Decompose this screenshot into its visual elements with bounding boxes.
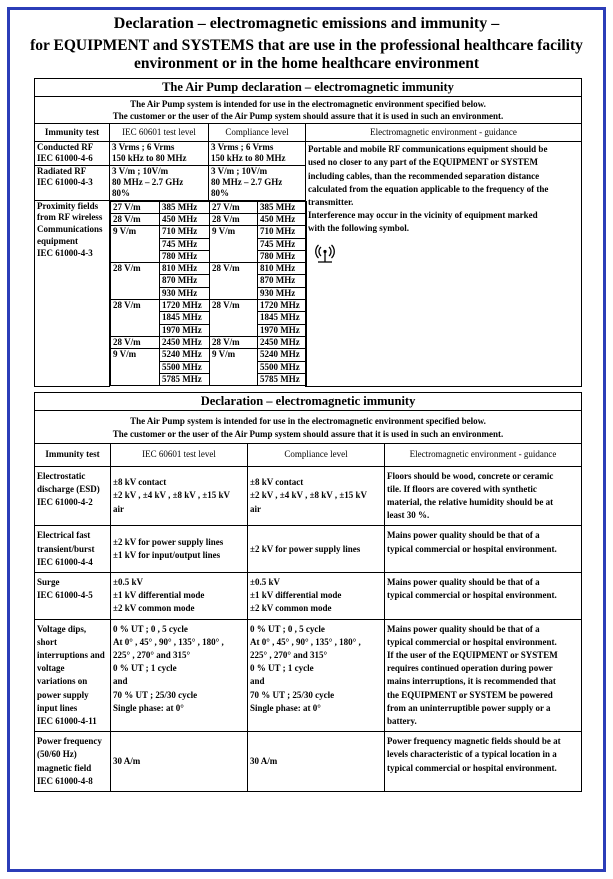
proximity-compliance-level: 28 V/m	[210, 213, 258, 225]
table2-intro-line1: The Air Pump system is intended for use in the electromagnetic environment specified below.	[130, 416, 486, 427]
table1-title: The Air Pump declaration – electromagnetic immunity	[35, 79, 582, 97]
proximity-frequency: 870 MHz	[160, 275, 210, 287]
table-row	[35, 142, 582, 166]
rf-immunity-table	[34, 78, 582, 387]
radiated-compliance: 3 V/m ; 10V/m 80 MHz – 2.7 GHz 80%	[209, 165, 306, 200]
conducted-test: Conducted RF IEC 61000-4-6	[35, 142, 110, 166]
proximity-compliance-frequency: 780 MHz	[258, 250, 307, 262]
proximity-row	[111, 300, 307, 312]
immunity-compliance-cell	[248, 573, 385, 620]
immunity-compliance-cell	[248, 732, 385, 792]
table2-header-test: Immunity test	[35, 444, 111, 466]
table1-header-test: Immunity test	[35, 123, 110, 141]
cell-line: ±1 kV differential mode	[113, 590, 205, 601]
proximity-row	[111, 201, 307, 213]
cell-line: from an uninterruptible power supply or a	[387, 702, 551, 713]
conducted-compliance: 3 Vrms ; 6 Vrms 150 kHz to 80 MHz	[209, 142, 306, 166]
immunity-level-cell	[111, 466, 248, 526]
immunity-guidance-cell	[385, 732, 582, 792]
immunity-guidance-cell	[385, 466, 582, 526]
cell-line: ±1 kV differential mode	[250, 590, 342, 601]
proximity-frequency: 450 MHz	[160, 213, 210, 225]
proximity-compliance-level: 9 V/m	[210, 349, 258, 386]
cell-line: At 0° , 45° , 90° , 135° , 180° ,	[250, 636, 361, 647]
proximity-compliance-level: 27 V/m	[210, 201, 258, 213]
cell-line: and	[113, 676, 128, 687]
proximity-compliance-frequency: 5240 MHz	[258, 349, 307, 361]
proximity-level: 27 V/m	[111, 201, 160, 213]
cell-line: magnetic field	[37, 762, 92, 773]
cell-line: If the user of the EQUIPMENT or SYSTEM	[387, 650, 558, 661]
immunity-test-cell	[35, 619, 111, 732]
cell-line: ±0.5 kV	[250, 577, 280, 588]
proximity-compliance-frequency: 810 MHz	[258, 263, 307, 275]
proximity-test: Proximity fields from RF wireless Communications equipment IEC 61000-4-3	[35, 200, 110, 386]
rf-guidance: Portable and mobile RF communications equipment should be used no closer to any part of the EQUIPMENT or SYSTEM including cables, than the recommended separation distance calculated from the equation applicable to the frequency of the transmitter. Interference may occur in the vicinity of equipment marked with the following symbol.	[306, 142, 582, 386]
proximity-compliance-level: 9 V/m	[210, 226, 258, 263]
cell-line: typical commercial or hospital environment.	[387, 636, 557, 647]
proximity-level: 28 V/m	[111, 300, 160, 337]
proximity-compliance-frequency: 450 MHz	[258, 213, 307, 225]
cell-line: typical commercial or hospital environment.	[387, 543, 557, 554]
proximity-compliance-frequency: 870 MHz	[258, 275, 307, 287]
proximity-grid-cell	[110, 200, 306, 386]
table1-intro-line2: The customer or the user of the Air Pump system should assure that it is used in such an environment.	[112, 110, 504, 121]
proximity-frequency: 385 MHz	[160, 201, 210, 213]
cell-line: Single phase: at 0°	[113, 702, 184, 713]
proximity-frequency: 5500 MHz	[160, 361, 210, 373]
proximity-compliance-frequency: 1845 MHz	[258, 312, 307, 324]
table1-header-compliance: Compliance level	[209, 123, 306, 141]
cell-line: air	[113, 503, 124, 514]
proximity-frequency: 745 MHz	[160, 238, 210, 250]
cell-line: ±2 kV for power supply lines	[113, 537, 224, 547]
non-ionizing-radiation-icon	[314, 242, 336, 268]
cell-line: ±1 kV for input/output lines	[113, 550, 221, 561]
page-title-line2: for EQUIPMENT and SYSTEMS that are use in the professional healthcare facility environment or in the home healthcare environment	[30, 37, 583, 72]
proximity-frequency: 810 MHz	[160, 263, 210, 275]
cell-line: At 0° , 45° , 90° , 135° , 180° ,	[113, 636, 224, 647]
cell-line: short	[37, 636, 57, 647]
proximity-frequency: 5240 MHz	[160, 349, 210, 361]
cell-line: tile. If floors are covered with synthetic	[387, 483, 537, 494]
proximity-compliance-frequency: 5500 MHz	[258, 361, 307, 373]
cell-line: 30 A/m	[113, 756, 141, 767]
immunity-test-cell	[35, 526, 111, 573]
cell-line: power supply	[37, 689, 89, 700]
cell-line: 0 % UT ; 1 cycle	[113, 663, 177, 674]
immunity-test-cell	[35, 732, 111, 792]
table1-header-level: IEC 60601 test level	[110, 123, 209, 141]
cell-line: Voltage dips,	[37, 623, 87, 634]
radiated-level: 3 V/m ; 10V/m 80 MHz – 2.7 GHz 80%	[110, 165, 209, 200]
proximity-compliance-frequency: 710 MHz	[258, 226, 307, 238]
proximity-compliance-frequency: 385 MHz	[258, 201, 307, 213]
cell-line: battery.	[387, 716, 417, 727]
table-row	[35, 526, 582, 573]
cell-line: Electrostatic	[37, 470, 86, 481]
table-row	[35, 619, 582, 732]
cell-line: Surge	[37, 577, 60, 588]
proximity-frequency: 5785 MHz	[160, 373, 210, 385]
immunity-guidance-cell	[385, 526, 582, 573]
cell-line: mains interruptions, it is recommended that	[387, 676, 556, 687]
proximity-frequency: 780 MHz	[160, 250, 210, 262]
table2-intro	[35, 411, 582, 444]
proximity-grid	[110, 201, 307, 386]
cell-line: 0 % UT ; 0 , 5 cycle	[113, 623, 188, 634]
cell-line: interruptions and	[37, 650, 105, 661]
cell-line: (50/60 Hz)	[37, 749, 77, 760]
proximity-compliance-level: 28 V/m	[210, 336, 258, 348]
cell-line: variations on	[37, 676, 88, 687]
table-row	[35, 573, 582, 620]
immunity-level-cell	[111, 573, 248, 620]
cell-line: ±0.5 kV	[113, 577, 143, 588]
page-title-line1: Declaration – electromagnetic emissions and immunity –	[113, 15, 500, 32]
proximity-compliance-frequency: 5785 MHz	[258, 373, 307, 385]
cell-line: ±2 kV common mode	[250, 603, 332, 614]
proximity-compliance-frequency: 930 MHz	[258, 287, 307, 299]
proximity-frequency: 1970 MHz	[160, 324, 210, 336]
page-header	[10, 10, 603, 73]
cell-line: 225° , 270° and 315°	[113, 650, 191, 661]
conducted-level: 3 Vrms ; 6 Vrms 150 kHz to 80 MHz	[110, 142, 209, 166]
cell-line: Power frequency	[37, 736, 102, 747]
cell-line: Power frequency magnetic fields should be at	[387, 736, 561, 747]
cell-line: Single phase: at 0°	[250, 702, 321, 713]
cell-line: air	[250, 503, 261, 514]
proximity-level: 9 V/m	[111, 349, 160, 386]
proximity-frequency: 710 MHz	[160, 226, 210, 238]
immunity-level-cell	[111, 526, 248, 573]
proximity-row	[111, 263, 307, 275]
cell-line: ±2 kV for power supply lines	[250, 543, 361, 554]
cell-line: Mains power quality should be that of a	[387, 530, 540, 541]
cell-line: and	[250, 676, 265, 687]
cell-line: voltage	[37, 663, 65, 674]
cell-line: 0 % UT ; 0 , 5 cycle	[250, 623, 325, 634]
proximity-level: 9 V/m	[111, 226, 160, 263]
cell-line: 225° , 270° and 315°	[250, 650, 328, 661]
table1-intro	[35, 97, 582, 124]
cell-line: Floors should be wood, concrete or ceramic	[387, 470, 554, 481]
table2-header-guidance: Electromagnetic environment - guidance	[385, 444, 582, 466]
proximity-level: 28 V/m	[111, 213, 160, 225]
cell-line: 30 A/m	[250, 756, 278, 767]
immunity-guidance-cell	[385, 573, 582, 620]
cell-line: ±8 kV contact	[113, 477, 167, 488]
table2-header-compliance: Compliance level	[248, 444, 385, 466]
proximity-compliance-frequency: 2450 MHz	[258, 336, 307, 348]
cell-line: IEC 61000-4-5	[37, 590, 93, 601]
proximity-frequency: 1845 MHz	[160, 312, 210, 324]
proximity-row	[111, 349, 307, 361]
immunity-level-cell	[111, 732, 248, 792]
proximity-row	[111, 226, 307, 238]
proximity-row	[111, 336, 307, 348]
cell-line: transient/burst	[37, 543, 95, 554]
cell-line: levels characteristic of a typical location in a	[387, 749, 557, 760]
cell-line: discharge (ESD)	[37, 483, 100, 494]
proximity-level: 28 V/m	[111, 263, 160, 300]
cell-line: Electrical fast	[37, 530, 91, 541]
cell-line: ±8 kV contact	[250, 477, 304, 488]
table1-intro-line1: The Air Pump system is intended for use in the electromagnetic environment specified below.	[130, 99, 486, 110]
table1-header-guidance: Electromagnetic environment - guidance	[306, 123, 582, 141]
proximity-compliance-frequency: 1970 MHz	[258, 324, 307, 336]
table2-title: Declaration – electromagnetic immunity	[35, 393, 582, 411]
table-row	[35, 466, 582, 526]
immunity-test-cell	[35, 573, 111, 620]
immunity-compliance-cell	[248, 619, 385, 732]
cell-line: ±2 kV , ±4 kV , ±8 kV , ±15 kV	[113, 490, 231, 501]
cell-line: least 30 %.	[387, 510, 430, 521]
cell-line: 70 % UT ; 25/30 cycle	[113, 689, 198, 700]
cell-line: ±2 kV common mode	[113, 603, 195, 614]
cell-line: input lines	[37, 702, 78, 713]
cell-line: Mains power quality should be that of a	[387, 577, 540, 588]
proximity-compliance-frequency: 745 MHz	[258, 238, 307, 250]
cell-line: typical commercial or hospital environment.	[387, 762, 557, 773]
immunity-test-cell	[35, 466, 111, 526]
immunity-level-cell	[111, 619, 248, 732]
table-row	[35, 732, 582, 792]
immunity-compliance-cell	[248, 526, 385, 573]
cell-line: IEC 61000-4-11	[37, 716, 97, 727]
cell-line: ±2 kV , ±4 kV , ±8 kV , ±15 kV	[250, 490, 368, 501]
proximity-compliance-frequency: 1720 MHz	[258, 300, 307, 312]
cell-line: IEC 61000-4-8	[37, 775, 93, 786]
cell-line: 70 % UT ; 25/30 cycle	[250, 689, 335, 700]
proximity-compliance-level: 28 V/m	[210, 300, 258, 337]
cell-line: material, the relative humidity should be at	[387, 497, 554, 507]
immunity-compliance-cell	[248, 466, 385, 526]
table2-intro-line2: The customer or the user of the Air Pump system should assure that it is used in such an environment.	[112, 429, 504, 440]
cell-line: IEC 61000-4-2	[37, 497, 93, 507]
cell-line: the EQUIPMENT or SYSTEM be powered	[387, 689, 553, 700]
cell-line: Mains power quality should be that of a	[387, 623, 540, 634]
table2-header-level: IEC 60601 test level	[111, 444, 248, 466]
proximity-compliance-level: 28 V/m	[210, 263, 258, 300]
radiated-test: Radiated RF IEC 61000-4-3	[35, 165, 110, 200]
immunity-guidance-cell	[385, 619, 582, 732]
proximity-row	[111, 213, 307, 225]
immunity-table	[34, 392, 582, 792]
proximity-frequency: 930 MHz	[160, 287, 210, 299]
cell-line: IEC 61000-4-4	[37, 556, 93, 567]
cell-line: 0 % UT ; 1 cycle	[250, 663, 314, 674]
cell-line: requires continued operation during power	[387, 663, 553, 674]
cell-line: typical commercial or hospital environment.	[387, 590, 557, 601]
proximity-frequency: 1720 MHz	[160, 300, 210, 312]
proximity-frequency: 2450 MHz	[160, 336, 210, 348]
proximity-level: 28 V/m	[111, 336, 160, 348]
